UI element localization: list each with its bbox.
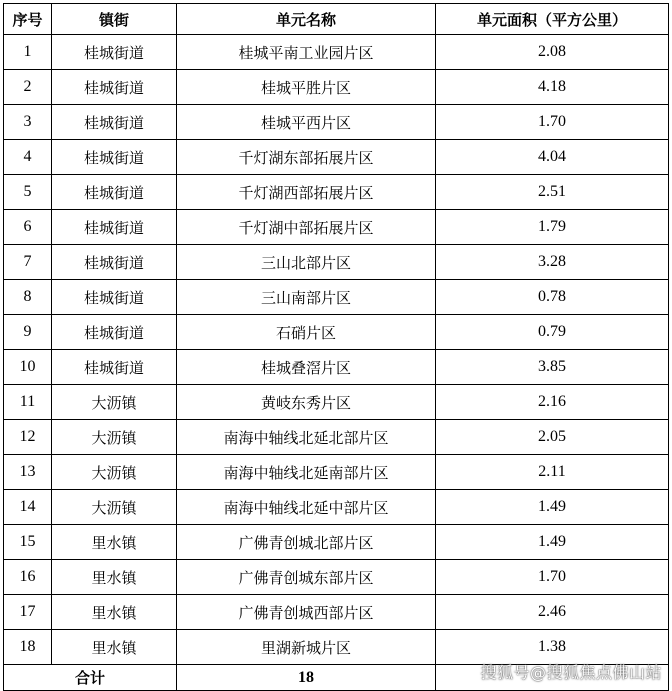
cell-unit-area: 2.08 (436, 35, 669, 70)
cell-unit-name: 桂城平胜片区 (177, 70, 436, 105)
table-row (4, 245, 669, 280)
cell-index: 6 (4, 210, 52, 245)
cell-index: 7 (4, 245, 52, 280)
cell-unit-area: 0.78 (436, 280, 669, 315)
cell-town: 里水镇 (52, 525, 177, 560)
cell-unit-area: 3.28 (436, 245, 669, 280)
cell-town: 桂城街道 (52, 140, 177, 175)
cell-town: 桂城街道 (52, 245, 177, 280)
cell-index: 1 (4, 35, 52, 70)
cell-index: 10 (4, 350, 52, 385)
header-unit-area: 单元面积（平方公里） (436, 4, 669, 35)
cell-town: 桂城街道 (52, 105, 177, 140)
cell-index: 18 (4, 630, 52, 665)
cell-unit-name: 南海中轴线北延中部片区 (177, 490, 436, 525)
cell-town: 桂城街道 (52, 35, 177, 70)
table-row (4, 385, 669, 420)
cell-unit-area: 1.38 (436, 630, 669, 665)
table-row (4, 350, 669, 385)
table-body (4, 35, 669, 691)
cell-index: 16 (4, 560, 52, 595)
cell-town: 桂城街道 (52, 175, 177, 210)
cell-index: 4 (4, 140, 52, 175)
cell-unit-name: 里湖新城片区 (177, 630, 436, 665)
cell-unit-name: 千灯湖西部拓展片区 (177, 175, 436, 210)
table-row (4, 105, 669, 140)
cell-unit-area: 1.70 (436, 105, 669, 140)
cell-unit-area: 3.85 (436, 350, 669, 385)
cell-town: 桂城街道 (52, 280, 177, 315)
cell-unit-name: 广佛青创城西部片区 (177, 595, 436, 630)
cell-town: 桂城街道 (52, 210, 177, 245)
cell-unit-name: 三山北部片区 (177, 245, 436, 280)
cell-town: 大沥镇 (52, 385, 177, 420)
cell-index: 15 (4, 525, 52, 560)
table-header-row (4, 4, 669, 35)
cell-town: 大沥镇 (52, 455, 177, 490)
cell-unit-area: 1.79 (436, 210, 669, 245)
cell-unit-name: 广佛青创城北部片区 (177, 525, 436, 560)
table-row (4, 455, 669, 490)
header-unit-name: 单元名称 (177, 4, 436, 35)
cell-town: 里水镇 (52, 560, 177, 595)
cell-unit-area: 2.05 (436, 420, 669, 455)
cell-unit-name: 南海中轴线北延北部片区 (177, 420, 436, 455)
header-town: 镇街 (52, 4, 177, 35)
table-row (4, 140, 669, 175)
cell-index: 2 (4, 70, 52, 105)
cell-unit-area: 0.79 (436, 315, 669, 350)
cell-unit-name: 三山南部片区 (177, 280, 436, 315)
cell-town: 桂城街道 (52, 70, 177, 105)
cell-index: 13 (4, 455, 52, 490)
cell-unit-area: 2.46 (436, 595, 669, 630)
cell-town: 里水镇 (52, 595, 177, 630)
table-row (4, 525, 669, 560)
cell-town: 桂城街道 (52, 350, 177, 385)
cell-unit-name: 千灯湖东部拓展片区 (177, 140, 436, 175)
total-count: 18 (177, 665, 436, 691)
cell-index: 14 (4, 490, 52, 525)
table-row (4, 595, 669, 630)
cell-unit-name: 桂城叠滘片区 (177, 350, 436, 385)
watermark: 搜狐号@搜狐焦点佛山站 (480, 663, 662, 682)
table-row (4, 175, 669, 210)
cell-unit-area: 2.16 (436, 385, 669, 420)
cell-index: 12 (4, 420, 52, 455)
table-row (4, 280, 669, 315)
cell-town: 桂城街道 (52, 315, 177, 350)
table-row (4, 490, 669, 525)
cell-unit-area: 1.70 (436, 560, 669, 595)
cell-index: 5 (4, 175, 52, 210)
table-row (4, 35, 669, 70)
cell-town: 大沥镇 (52, 420, 177, 455)
cell-unit-area: 1.49 (436, 490, 669, 525)
cell-unit-name: 南海中轴线北延南部片区 (177, 455, 436, 490)
cell-index: 9 (4, 315, 52, 350)
total-label: 合计 (4, 665, 177, 691)
header-index: 序号 (4, 4, 52, 35)
cell-unit-name: 石硝片区 (177, 315, 436, 350)
cell-unit-name: 千灯湖中部拓展片区 (177, 210, 436, 245)
cell-index: 8 (4, 280, 52, 315)
table-row (4, 210, 669, 245)
cell-unit-area: 4.04 (436, 140, 669, 175)
table-row (4, 70, 669, 105)
cell-unit-area: 2.51 (436, 175, 669, 210)
units-table (3, 3, 669, 691)
cell-index: 17 (4, 595, 52, 630)
cell-town: 大沥镇 (52, 490, 177, 525)
cell-unit-area: 2.11 (436, 455, 669, 490)
cell-unit-name: 桂城平南工业园片区 (177, 35, 436, 70)
cell-town: 里水镇 (52, 630, 177, 665)
cell-unit-area: 4.18 (436, 70, 669, 105)
cell-unit-name: 广佛青创城东部片区 (177, 560, 436, 595)
cell-index: 11 (4, 385, 52, 420)
cell-unit-name: 桂城平西片区 (177, 105, 436, 140)
cell-index: 3 (4, 105, 52, 140)
cell-unit-area: 1.49 (436, 525, 669, 560)
cell-unit-name: 黄岐东秀片区 (177, 385, 436, 420)
table-row (4, 560, 669, 595)
table-row (4, 420, 669, 455)
table-row (4, 315, 669, 350)
